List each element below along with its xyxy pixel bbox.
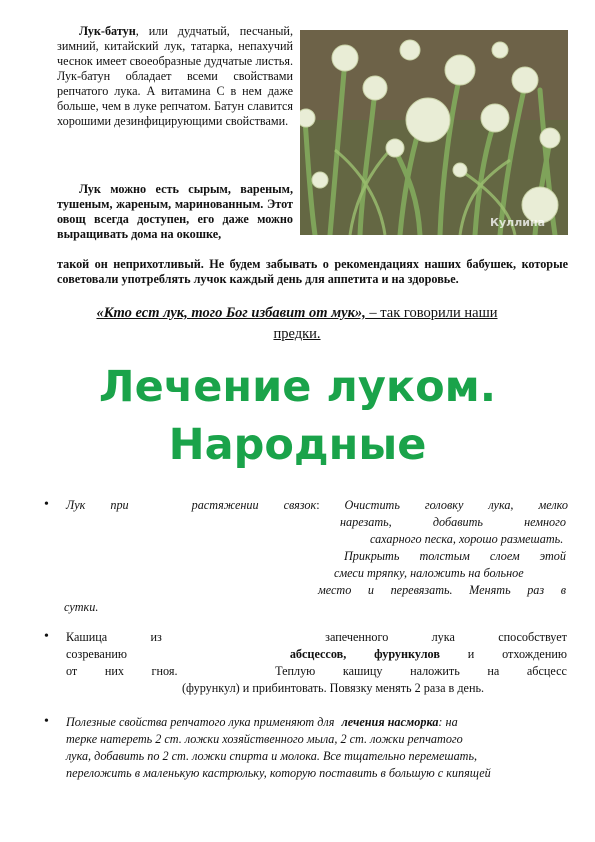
proverb-attribution-2: предки. bbox=[273, 326, 321, 342]
recipe-2-line-4: (фурункул) и прибинтовать. Повязку менять 2 раза в день. bbox=[182, 681, 485, 695]
word: Прикрыть bbox=[344, 549, 400, 563]
recipe-3-line-2: терке натереть 2 ст. ложки хозяйственного мыла, 2 ст. ложки репчатого bbox=[66, 732, 463, 746]
proverb-attribution-1: – так говорили наши bbox=[365, 305, 498, 321]
word: от bbox=[66, 664, 78, 678]
word: кашицу bbox=[342, 664, 383, 678]
word: Менять bbox=[469, 583, 511, 597]
recipe-2-line-1 bbox=[66, 629, 567, 646]
word: фурункулов bbox=[374, 647, 440, 661]
intro-text: , или дудчатый, песчаный, зимний, китайский лук, татарка, непахучий чеснок имеет своеобразные дудчатые листья. Лук-батун обладает всеми свойствами репчатого лука. А витамина С в нем даже больше, чем в луке репчатом. Батун славится хорошими дезинфицирующими свойствами. bbox=[57, 24, 293, 128]
recipe-3-line-1 bbox=[66, 714, 568, 731]
word: место bbox=[318, 583, 352, 597]
word: лука, bbox=[488, 498, 514, 512]
bullet-icon: • bbox=[44, 497, 49, 512]
intro-paragraph bbox=[57, 24, 293, 129]
bullet-icon: • bbox=[44, 714, 49, 729]
word: Теплую bbox=[275, 664, 316, 678]
word: на bbox=[487, 664, 500, 678]
word: связок bbox=[283, 498, 317, 512]
text: лечения насморка bbox=[341, 715, 439, 729]
recipe-1-line-1 bbox=[66, 497, 568, 514]
intro-title-word: Лук-батун bbox=[79, 24, 136, 38]
bold-paragraph-part-1: Лук можно есть сырым, вареным, тушеным, жареным, маринованным. Этот овощ всегда доступен, его даже можно выращивать дома на окошке, bbox=[57, 182, 293, 241]
word: : bbox=[316, 498, 320, 512]
text: Полезные свойства репчатого лука применяют для bbox=[66, 715, 335, 729]
word: способствует bbox=[498, 630, 567, 644]
heading-line-2: Народные bbox=[168, 420, 427, 470]
word: наложить bbox=[410, 664, 460, 678]
word: слоем bbox=[489, 549, 520, 563]
proverb-text: «Кто ест лук, того Бог избавит от мук», bbox=[96, 305, 366, 321]
recipe-2-line-3 bbox=[66, 663, 567, 680]
green-onion-photo bbox=[300, 30, 568, 235]
word: растяжении bbox=[191, 498, 259, 512]
word: них bbox=[104, 664, 124, 678]
word: раз bbox=[527, 583, 545, 597]
heading-line-1: Лечение луком. bbox=[98, 362, 497, 412]
word: Лук bbox=[66, 498, 86, 512]
word: абсцесс bbox=[526, 664, 567, 678]
word: Очистить bbox=[344, 498, 400, 512]
word: немного bbox=[524, 515, 566, 529]
recipe-3-line-3: лука, добавить по 2 ст. ложки спирта и молока. Все тщательно перемешать, bbox=[66, 749, 478, 763]
recipe-3-line-4: переложить в маленькую кастрюльку, которую поставить в большую с кипящей bbox=[66, 766, 491, 780]
recipe-1-line-3: сахарного песка, хорошо размешать. bbox=[370, 532, 564, 546]
recipe-2-line-2 bbox=[66, 646, 567, 663]
onion-flowers-illustration bbox=[300, 30, 568, 235]
word: толстым bbox=[419, 549, 470, 563]
word: и bbox=[467, 647, 475, 661]
text: : bbox=[438, 715, 443, 729]
word: добавить bbox=[432, 515, 483, 529]
bullet-icon: • bbox=[44, 629, 49, 644]
bold-paragraph bbox=[57, 182, 293, 242]
photo-watermark: Куллина bbox=[490, 216, 546, 229]
recipe-1-line-6 bbox=[318, 582, 566, 599]
word: из bbox=[150, 630, 162, 644]
word: головку bbox=[424, 498, 464, 512]
word: запеченного bbox=[325, 630, 389, 644]
word: при bbox=[110, 498, 129, 512]
word: лука bbox=[431, 630, 455, 644]
word: созреванию bbox=[66, 647, 127, 661]
section-heading bbox=[20, 358, 575, 474]
recipe-1-line-7: сутки. bbox=[64, 600, 99, 614]
word: нарезать, bbox=[340, 515, 392, 529]
recipe-1-line-4 bbox=[344, 548, 566, 565]
word: и bbox=[367, 583, 374, 597]
bold-paragraph-continuation: такой он неприхотливый. Не будем забывать о рекомендациях наших бабушек, которые советовали употреблять лучок каждый день для аппетита и на здоровье. bbox=[57, 257, 568, 286]
word: Кашица bbox=[66, 630, 108, 644]
word: мелко bbox=[538, 498, 568, 512]
word: в bbox=[560, 583, 566, 597]
word: гноя. bbox=[151, 664, 178, 678]
word: этой bbox=[539, 549, 566, 563]
word: абсцессов, bbox=[289, 647, 347, 661]
proverb-quote bbox=[30, 303, 564, 345]
recipe-1-line-5: смеси тряпку, наложить на больное bbox=[334, 566, 524, 580]
text: на bbox=[445, 715, 458, 729]
recipe-1-line-2 bbox=[340, 514, 566, 531]
word: отхождению bbox=[502, 647, 567, 661]
word: перевязать. bbox=[390, 583, 453, 597]
